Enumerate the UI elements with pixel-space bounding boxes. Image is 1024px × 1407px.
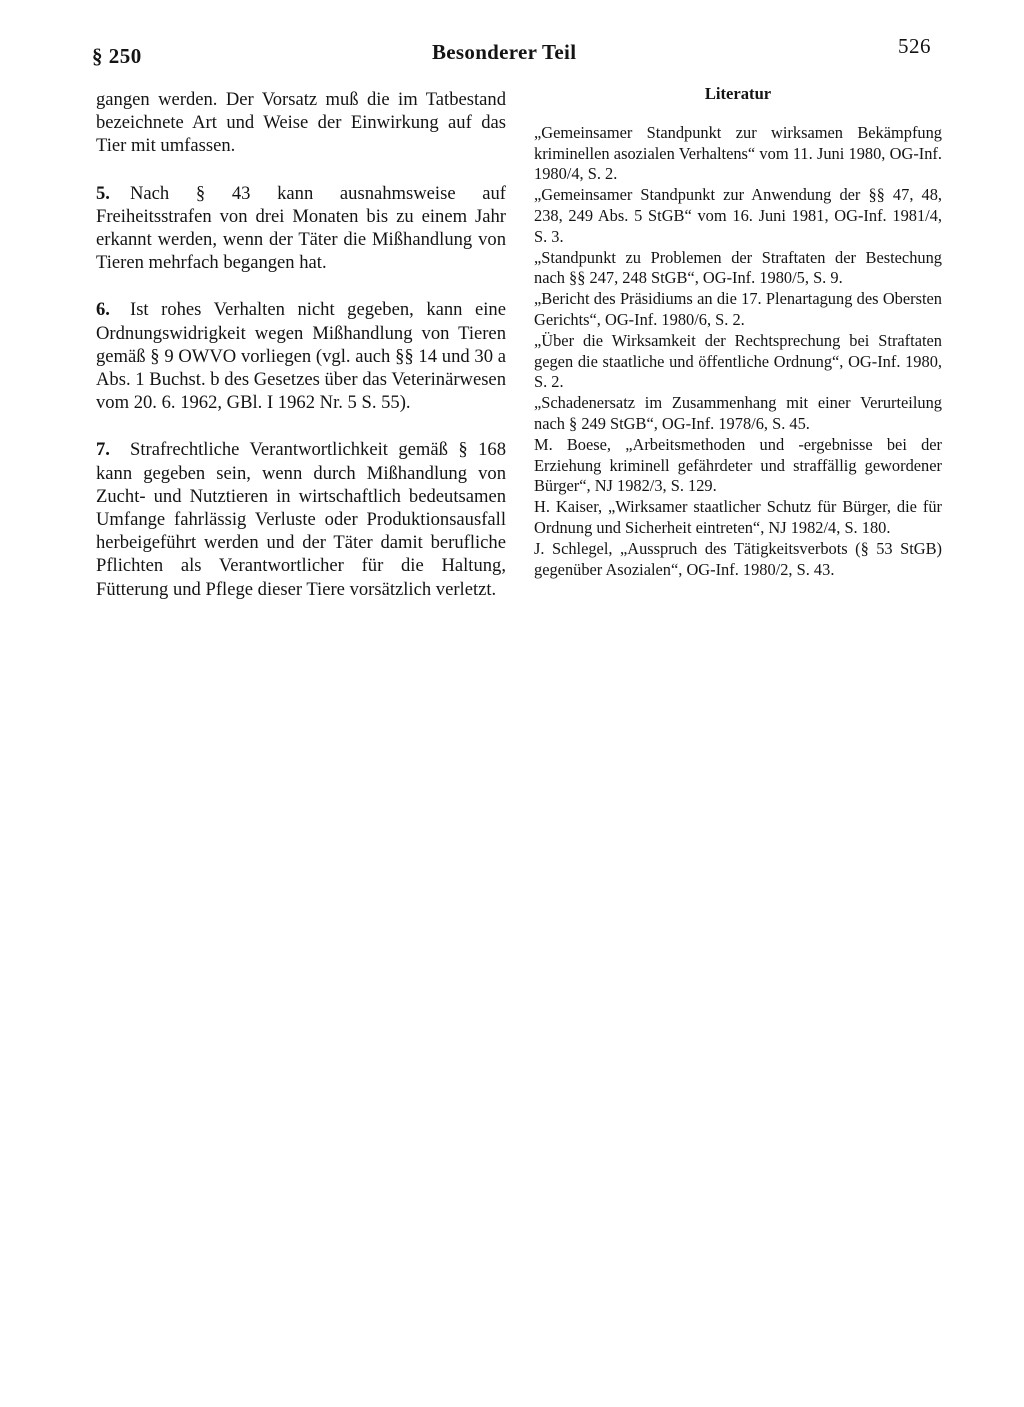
literature-entry: J. Schlegel, „Ausspruch des Tätigkeitsverbots (§ 53 StGB) gegenüber Asozialen“, OG-Inf. 1980/2, S. 43. [534,538,942,579]
literature-entry: „Schadenersatz im Zusammenhang mit einer Verurteilung nach § 249 StGB“, OG-Inf. 1978/6, S. 45. [534,393,942,433]
page-number: 526 [898,34,931,58]
running-title: Besonderer Teil [432,40,577,64]
numbered-paragraph-7 [96,438,506,600]
paragraph-number: 5. [96,182,110,204]
paragraph-text: Ist rohes Verhalten nicht gegeben, kann eine Ordnungswidrigkeit wegen Mißhandlung von Tieren gemäß § 9 OWVO vorliegen (vgl. auch §§ 14 und 30 a Abs. 1 Buchst. b des Gesetzes über das Veterinärwesen vom 20. 6. 1962, GBl. I 1962 Nr. 5 S. 55). [96,299,506,414]
literature-entry: „Über die Wirksamkeit der Rechtsprechung bei Straftaten gegen die staatliche und öffentliche Ordnung“, OG-Inf. 1980, S. 2. [534,330,942,392]
commentary-column [96,88,506,625]
literature-entry: H. Kaiser, „Wirksamer staatlicher Schutz für Bürger, die für Ordnung und Sicherheit eintreten“, NJ 1982/4, S. 180. [534,497,942,537]
literature-entry: M. Boese, „Arbeitsmethoden und -ergebnisse bei der Erziehung kriminell gefährdeter und straffällig gewordener Bürger“, NJ 1982/3, S. 129. [534,434,942,496]
paragraph-text: Strafrechtliche Verantwortlichkeit gemäß § 168 kann gegeben sein, wenn durch Mißhandlung von Zucht- und Nutztieren in wirtschaftlich bedeutsamen Umfange fahrlässig Verluste oder Produktionsausfall herbeigeführt werden und der Täter damit berufliche Pflichten als Verantwortlicher für die Haltung, Fütterung und Pflege dieser Tiere vorsätzlich verletzt. [96,439,506,600]
literature-list [534,123,942,581]
numbered-paragraph-6 [96,298,506,414]
paragraph-text: Nach § 43 kann ausnahmsweise auf Freiheitsstrafen von drei Monaten bis zu einem Jahr erkannt werden, wenn der Täter die Mißhandlung von Tieren mehrfach begangen hat. [96,182,506,274]
numbered-paragraph-5 [96,182,506,275]
continued-paragraph: gangen werden. Der Vorsatz muß die im Tatbestand bezeichnete Art und Weise der Einwirkung auf das Tier mit umfassen. [96,89,506,157]
paragraph-number: 6. [96,299,110,321]
literature-entry: „Standpunkt zu Problemen der Straftaten der Bestechung nach §§ 247, 248 StGB“, OG-Inf. 1980/5, S. 9. [534,247,942,288]
section-marker: § 250 [92,44,142,68]
literature-column [534,84,942,580]
literature-entry: „Gemeinsamer Standpunkt zur Anwendung der §§ 47, 48, 238, 249 Abs. 5 StGB“ vom 16. Juni 1981, OG-Inf. 1981/4, S. 3. [534,185,942,246]
paragraph-number: 7. [96,439,110,461]
literature-entry: „Bericht des Präsidiums an die 17. Plenartagung des Obersten Gerichts“, OG-Inf. 1980/6, S. 2. [534,289,942,329]
literature-heading: Literatur [704,84,772,103]
literature-entry: „Gemeinsamer Standpunkt zur wirksamen Bekämpfung kriminellen asozialen Verhaltens“ vom 11. Juni 1980, OG-Inf. 1980/4, S. 2. [534,122,942,184]
